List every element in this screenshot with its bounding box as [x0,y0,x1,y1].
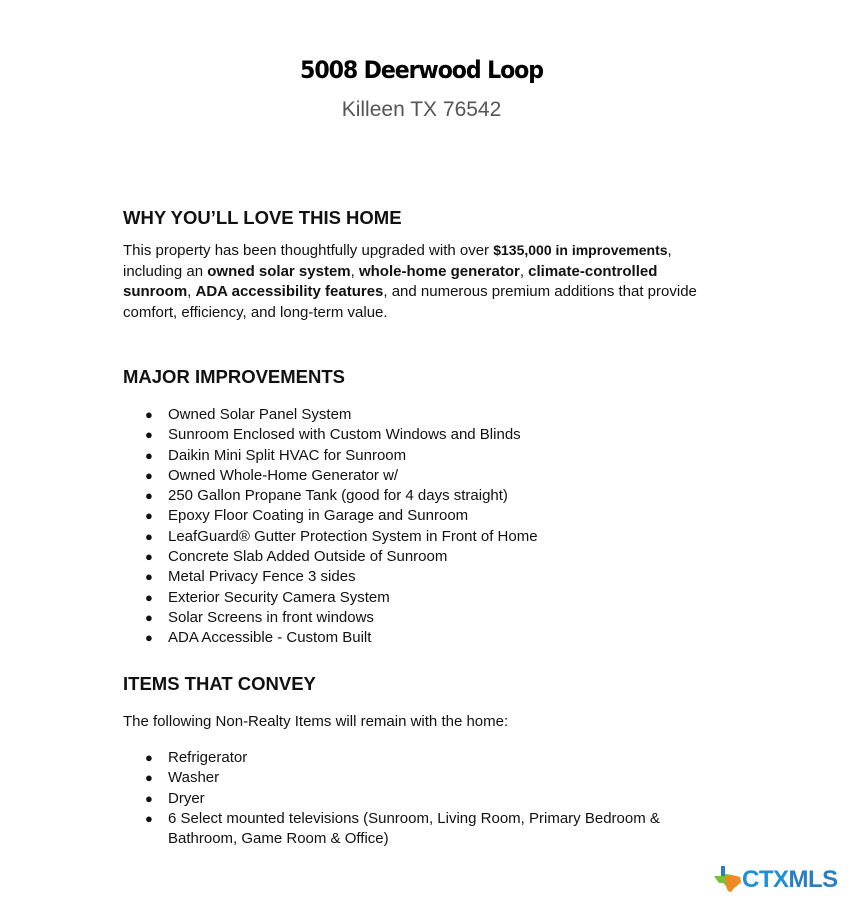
list-item-text: Owned Whole-Home Generator w/ [168,466,399,484]
list-item-text: Refrigerator [168,749,248,766]
bold-span: climate-controlled [528,262,658,280]
list-item-text: Daikin Mini Split HVAC for Sunroom [168,446,407,464]
list-item [0,768,688,788]
bullet-icon: ● [145,447,153,463]
list-item [0,628,688,648]
list-item [0,405,688,425]
list-item-text: Exterior Security Camera System [168,588,390,606]
list-item-text: 6 Select mounted televisions (Sunroom, Living Room, Primary Bedroom & Bathroom, Game Room & Office) [168,809,660,848]
list-item-text: 250 Gallon Propane Tank (good for 4 days straight) [168,487,508,505]
bold-span: owned solar system [207,262,351,280]
bullet-icon: ● [145,488,153,504]
why-heading: WHY YOU’LL LOVE THIS HOME [123,207,402,228]
text-span: , [350,262,359,280]
list-item-text: Epoxy Floor Coating in Garage and Sunroom [168,507,469,525]
convey-intro: The following Non-Realty Items will remain with the home: [123,713,509,730]
logo-text-b: MLS [788,866,838,893]
bullet-icon: ● [145,407,153,422]
list-item [0,446,688,466]
list-item-text: Washer [168,769,220,787]
improvements-heading: MAJOR IMPROVEMENTS [123,366,346,387]
list-item [0,527,688,547]
convey-heading: ITEMS THAT CONVEY [123,673,316,694]
list-item-text: Sunroom Enclosed with Custom Windows and Blinds [168,426,521,444]
text-span: , and numerous premium additions that provide [383,283,697,300]
bullet-icon: ● [145,427,153,443]
bullet-icon: ● [145,790,153,806]
list-item [0,809,688,850]
text-span: including an [123,262,208,280]
bullet-icon: ● [145,810,153,826]
list-item [0,506,688,526]
bullet-icon: ● [145,750,153,765]
convey-list [0,748,688,849]
page-subtitle: Killeen TX 76542 [341,98,502,121]
bold-span: $135,000 in improvements [493,242,668,258]
list-item [0,547,688,567]
page-title: 5008 Deerwood Loop [300,56,543,84]
logo-text-a: CTX [742,866,789,893]
list-item-text: ADA Accessible - Custom Built [168,629,372,647]
list-item [0,486,688,506]
bold-span: ADA accessibility features [195,283,384,300]
list-item-text: Solar Screens in front windows [168,608,374,626]
list-item [0,789,688,809]
logo-text [742,866,838,894]
why-paragraph [123,240,743,323]
texas-map-icon [712,864,744,894]
bold-span: sunroom [123,283,188,300]
bold-span: whole-home generator [358,262,520,280]
text-span: comfort, efficiency, and long-term value. [123,303,388,321]
bullet-icon: ● [145,589,153,605]
list-item-text: Metal Privacy Fence 3 sides [168,568,356,586]
list-item [0,748,688,768]
bullet-icon: ● [145,569,153,585]
list-item [0,466,688,486]
improvements-list [0,405,688,649]
bullet-icon: ● [145,770,153,786]
ctxmls-logo [712,864,837,894]
list-item [0,567,688,587]
list-item [0,425,688,445]
text-span: This property has been thoughtfully upgraded with over [123,242,494,259]
text-span: , [519,262,529,280]
list-item-text: LeafGuard® Gutter Protection System in Front of Home [168,527,538,545]
bullet-icon: ● [145,467,153,483]
list-item-text: Owned Solar Panel System [168,406,352,423]
list-item [0,608,688,628]
text-span: , [187,283,196,300]
list-item-text: Dryer [168,789,205,807]
bullet-icon: ● [145,528,153,544]
list-item-text: Concrete Slab Added Outside of Sunroom [168,548,448,566]
bullet-icon: ● [145,609,153,625]
list-item [0,588,688,608]
text-span: , [667,242,672,259]
bullet-icon: ● [145,549,153,565]
bullet-icon: ● [145,508,153,524]
bullet-icon: ● [145,630,153,646]
